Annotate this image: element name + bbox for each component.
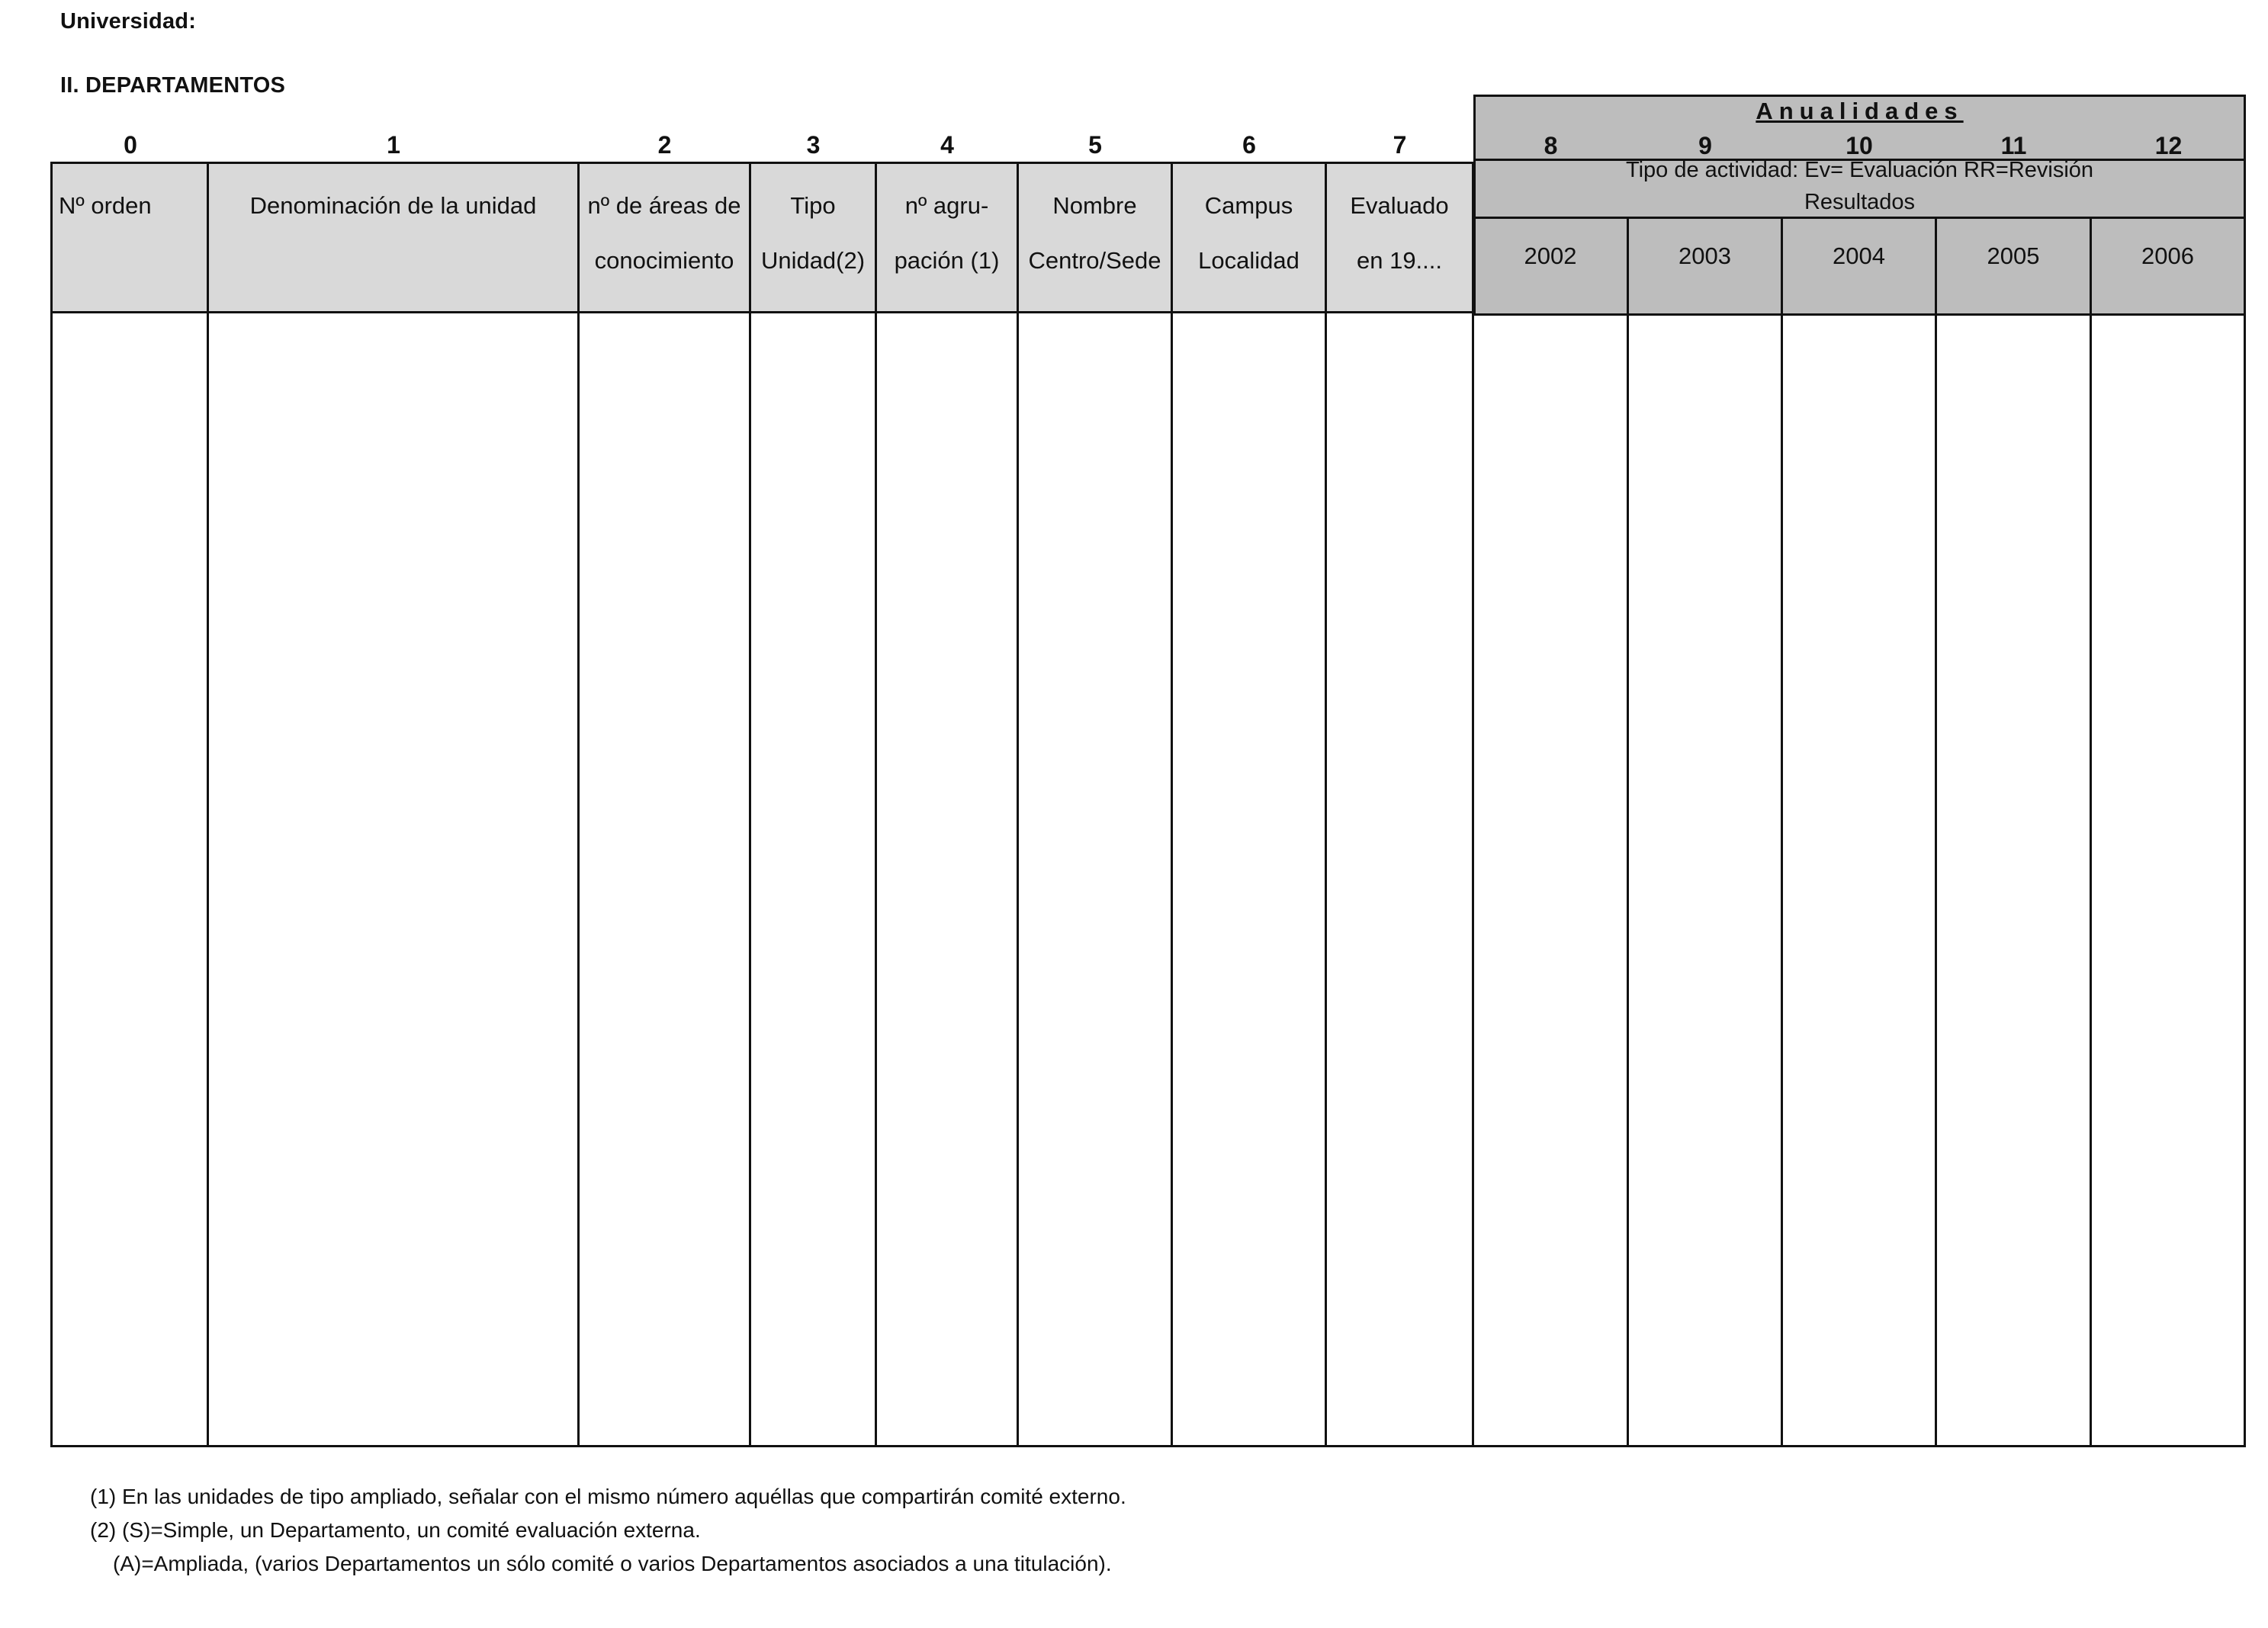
footnote-2: (2) (S)=Simple, un Departamento, un comité evaluación externa. [90, 1518, 701, 1542]
column-divider [2090, 217, 2092, 1447]
header-tipo-line1: Tipo [790, 192, 836, 219]
header-agrupacion-line2: pación (1) [894, 247, 1000, 274]
header-evaluado-line2: en 19.... [1356, 247, 1443, 274]
header-campus-line1: Campus [1204, 192, 1293, 219]
column-number-10: 10 [1846, 132, 1873, 159]
column-number-0: 0 [124, 131, 137, 159]
column-divider [1472, 162, 1474, 1447]
column-divider [875, 162, 877, 1447]
year-2004: 2004 [1833, 242, 1885, 269]
anualidades-subtitle-results: Resultados [1804, 190, 1916, 214]
column-number-8: 8 [1544, 132, 1558, 159]
column-number-5: 5 [1088, 131, 1102, 159]
year-2003: 2003 [1679, 242, 1731, 269]
anualidades-title: Anualidades [1756, 98, 1964, 124]
header-nombre-line1: Nombre [1052, 192, 1137, 219]
year-2006: 2006 [2141, 242, 2194, 269]
header-evaluado-line1: Evaluado [1350, 192, 1449, 219]
column-divider [1171, 162, 1173, 1447]
column-number-9: 9 [1698, 132, 1712, 159]
header-nro-orden: Nº orden [59, 192, 152, 219]
header-nombre-line2: Centro/Sede [1028, 247, 1161, 274]
header-agrupacion-line1: nº agru- [904, 192, 989, 219]
header-tipo-line2: Unidad(2) [760, 247, 866, 274]
column-number-7: 7 [1393, 131, 1407, 159]
column-divider [1627, 217, 1629, 1447]
year-2002: 2002 [1524, 242, 1577, 269]
column-divider [1325, 162, 1327, 1447]
header-campus-line2: Localidad [1198, 247, 1299, 274]
footnote-3: (A)=Ampliada, (varios Departamentos un sólo comité o varios Departamentos asociados a una titulación). [113, 1552, 1112, 1575]
column-number-2: 2 [657, 131, 672, 159]
column-divider [1017, 162, 1019, 1447]
section-title: II. DEPARTAMENTOS [60, 73, 286, 98]
column-number-12: 12 [2154, 132, 2183, 159]
universidad-label: Universidad: [60, 9, 197, 34]
column-divider [1935, 217, 1937, 1447]
column-number-11: 11 [2000, 132, 2027, 159]
column-number-6: 6 [1242, 131, 1256, 159]
header-areas-line2: conocimiento [594, 247, 734, 274]
column-number-1: 1 [387, 131, 400, 159]
anualidades-subtitle: Tipo de actividad: Ev= Evaluación RR=Revisión [1625, 158, 2094, 182]
header-areas-line1: nº de áreas de [587, 192, 741, 219]
header-denominacion: Denominación de la unidad [249, 192, 537, 219]
column-divider [577, 162, 580, 1447]
year-2005: 2005 [1987, 242, 2040, 269]
departamentos-table [50, 162, 2246, 1447]
footnote-1: (1) En las unidades de tipo ampliado, señalar con el mismo número aquéllas que compartirán comité externo. [90, 1485, 1126, 1508]
anualidades-divider-bottom [1473, 217, 2246, 219]
column-number-4: 4 [940, 131, 954, 159]
column-divider [1781, 217, 1783, 1447]
column-number-3: 3 [806, 131, 821, 159]
column-divider [207, 162, 209, 1447]
column-divider [749, 162, 751, 1447]
